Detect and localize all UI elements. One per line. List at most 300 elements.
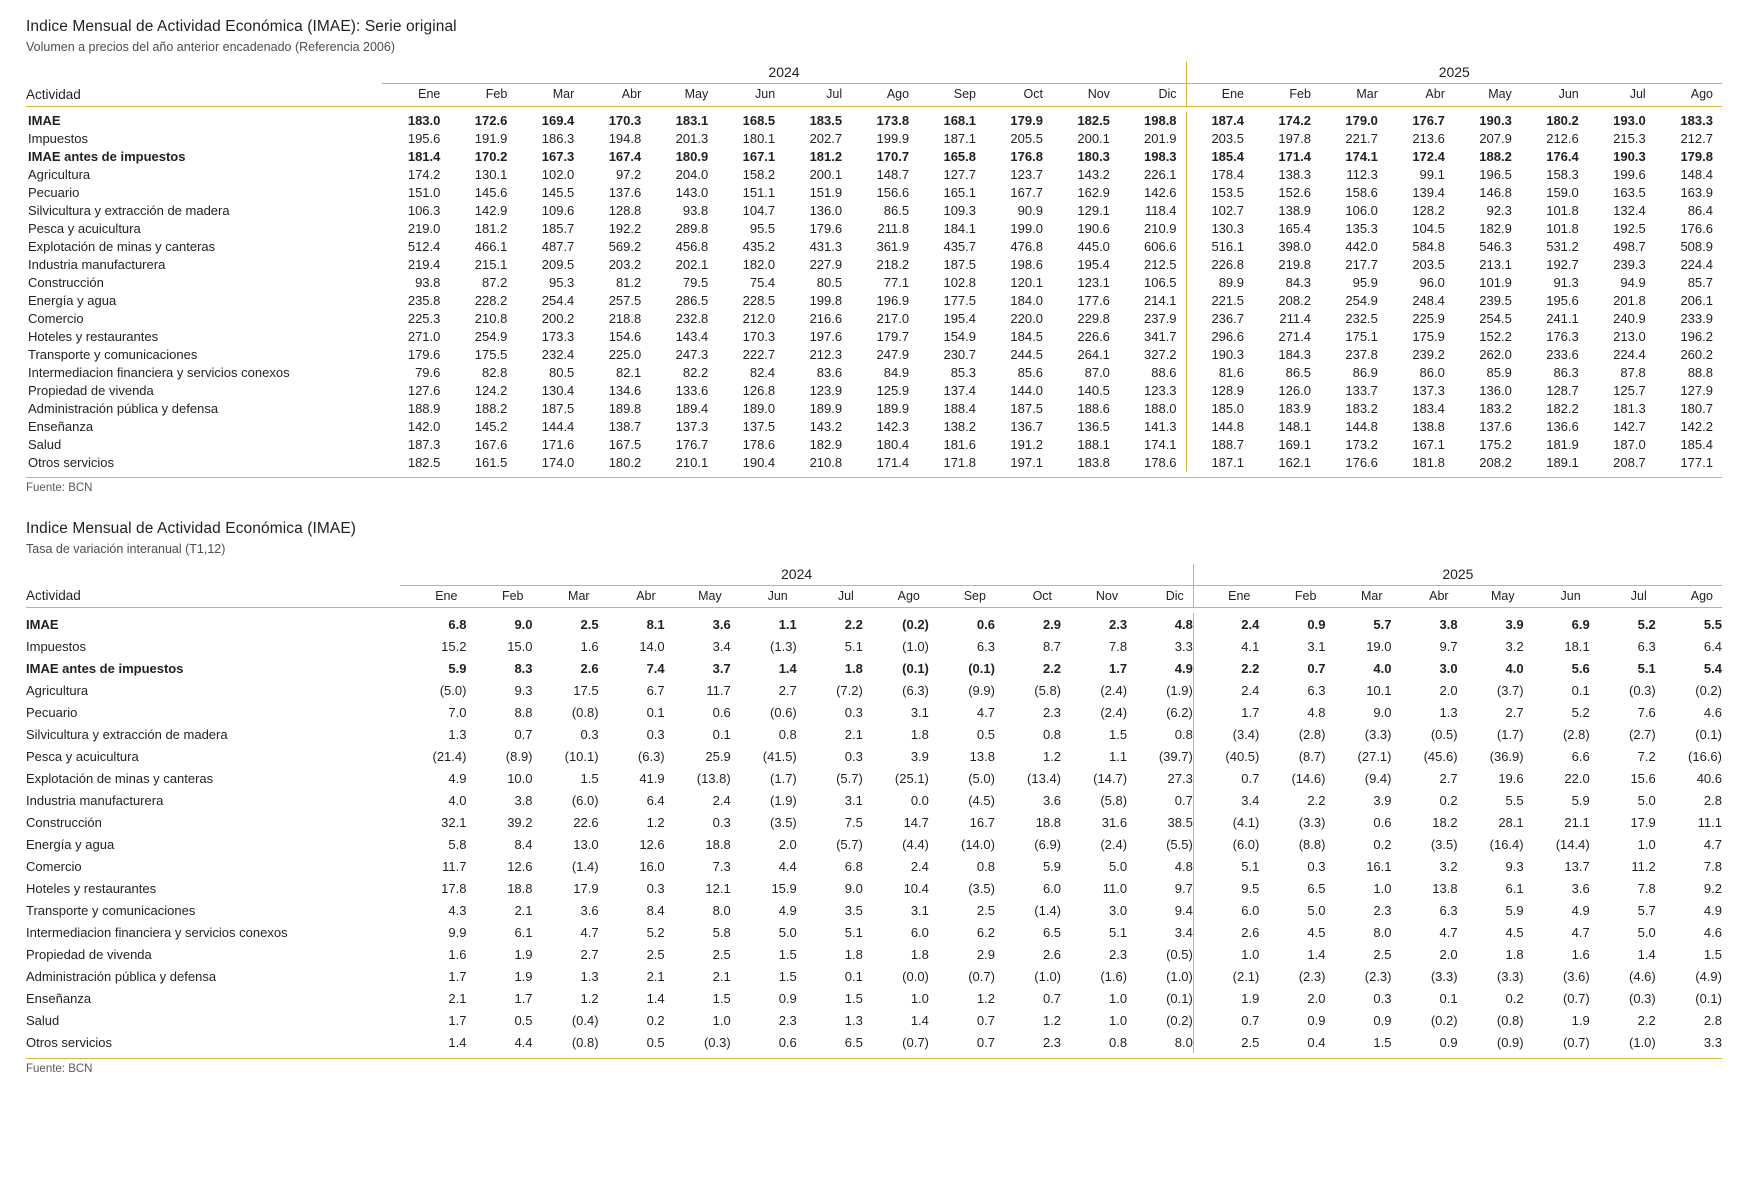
- cell-2025-ago: 185.4: [1680, 437, 1713, 452]
- cell-2024-may: 93.8: [682, 203, 709, 218]
- cell-2024-dic: 4.8: [1174, 616, 1193, 632]
- cell-2024-ene: 93.8: [415, 275, 441, 290]
- cell-2024-abr: 194.8: [608, 131, 642, 146]
- cell-2025-may: 146.8: [1479, 185, 1512, 200]
- cell-2024-may: 1.0: [712, 1012, 731, 1028]
- cell-2025-jun: (14.4): [1555, 836, 1590, 852]
- cell-2024-sep: 177.5: [943, 293, 977, 308]
- cell-2025-abr: 138.8: [1412, 419, 1445, 434]
- cell-2024-dic: (1.0): [1166, 968, 1193, 984]
- cell-2024-nov: 162.9: [1077, 185, 1110, 200]
- cell-2024-nov: (2.4): [1100, 704, 1128, 720]
- cell-2025-may: 6.1: [1505, 880, 1524, 896]
- cell-2024-oct: 167.7: [1010, 185, 1043, 200]
- cell-2024-ene: 271.0: [407, 329, 441, 344]
- cell-2024-feb: 1.9: [514, 946, 533, 962]
- cell-2024-ene: 219.4: [407, 257, 441, 272]
- cell-2024-dic: 178.6: [1144, 455, 1177, 470]
- cell-2024-dic: 141.3: [1144, 419, 1177, 434]
- t1-activity-header: Actividad: [26, 84, 382, 107]
- cell-2024-jun: 4.9: [778, 902, 797, 918]
- row-label: Administración pública y defensa: [28, 401, 219, 416]
- cell-2024-nov: 182.5: [1077, 113, 1110, 128]
- cell-2024-jun: (1.3): [770, 638, 797, 654]
- cell-2025-ago: 176.6: [1680, 221, 1713, 236]
- cell-2025-may: 3.2: [1505, 638, 1524, 654]
- cell-2024-jul: 0.1: [844, 968, 863, 984]
- cell-2025-may: 101.9: [1479, 275, 1512, 290]
- cell-2025-ago: 142.2: [1680, 419, 1713, 434]
- cell-2024-feb: 39.2: [507, 814, 533, 830]
- cell-2025-abr: 4.7: [1439, 924, 1458, 940]
- cell-2024-ene: 225.3: [407, 311, 441, 326]
- cell-2024-ene: 11.7: [442, 858, 467, 874]
- row-label: IMAE: [26, 616, 59, 632]
- cell-2025-jun: (0.7): [1562, 990, 1590, 1006]
- cell-2024-may: 0.1: [712, 726, 731, 742]
- cell-2025-jul: 7.6: [1637, 704, 1656, 720]
- cell-2024-feb: 9.0: [514, 616, 533, 632]
- cell-2024-abr: 138.7: [608, 419, 642, 434]
- cell-2025-mar: 16.1: [1366, 858, 1392, 874]
- cell-2024-nov: 3.0: [1109, 902, 1128, 918]
- cell-2025-jun: 101.8: [1546, 221, 1579, 236]
- cell-2024-jun: (3.5): [770, 814, 797, 830]
- table-row: [26, 943, 1722, 965]
- cell-2025-may: 9.3: [1505, 858, 1524, 874]
- t2-month-2024-feb: Feb: [466, 585, 532, 608]
- cell-2024-mar: (0.8): [571, 1034, 599, 1050]
- cell-2025-jul: 17.9: [1630, 814, 1656, 830]
- cell-2024-jun: 2.7: [778, 682, 797, 698]
- cell-2025-jul: 7.2: [1637, 748, 1656, 764]
- cell-2024-oct: 123.7: [1010, 167, 1043, 182]
- cell-2025-feb: 174.2: [1278, 113, 1311, 128]
- cell-2024-ago: 142.3: [876, 419, 910, 434]
- cell-2024-sep: 154.9: [943, 329, 977, 344]
- cell-2025-mar: 0.3: [1373, 990, 1392, 1006]
- cell-2024-dic: (6.2): [1166, 704, 1193, 720]
- cell-2025-may: 188.2: [1479, 149, 1512, 164]
- cell-2025-jun: 182.2: [1546, 401, 1579, 416]
- cell-2024-ago: (0.2): [902, 616, 929, 632]
- cell-2024-ago: 3.1: [910, 704, 929, 720]
- cell-2024-feb: 466.1: [474, 239, 508, 254]
- cell-2024-may: 2.5: [712, 946, 731, 962]
- cell-2025-feb: 1.4: [1307, 946, 1326, 962]
- t2-month-2024-sep: Sep: [929, 585, 995, 608]
- cell-2025-feb: 4.5: [1307, 924, 1326, 940]
- t2-month-2024-oct: Oct: [995, 585, 1061, 608]
- cell-2025-jun: 176.4: [1546, 149, 1579, 164]
- cell-2024-mar: 95.3: [548, 275, 575, 290]
- cell-2024-sep: 165.1: [943, 185, 977, 200]
- cell-2024-mar: 0.3: [580, 726, 599, 742]
- cell-2024-oct: 220.0: [1010, 311, 1043, 326]
- cell-2024-nov: 129.1: [1077, 203, 1110, 218]
- cell-2025-mar: (9.4): [1364, 770, 1392, 786]
- table1-subtitle: Volumen a precios del año anterior encadenado (Referencia 2006): [26, 40, 395, 54]
- cell-2025-ene: (6.0): [1193, 833, 1259, 855]
- cell-2025-ene: 9.5: [1193, 877, 1259, 899]
- cell-2024-mar: 171.6: [541, 437, 575, 452]
- cell-2025-feb: 0.7: [1307, 660, 1326, 676]
- cell-2024-may: 247.3: [675, 347, 709, 362]
- cell-2024-ago: 125.9: [876, 383, 910, 398]
- cell-2024-dic: 341.7: [1144, 329, 1177, 344]
- cell-2024-mar: (6.0): [571, 792, 599, 808]
- cell-2024-jun: 95.5: [749, 221, 776, 236]
- cell-2024-abr: 128.8: [608, 203, 642, 218]
- cell-2024-ene: 4.9: [448, 770, 467, 786]
- cell-2025-ago: 224.4: [1680, 257, 1713, 272]
- cell-2024-sep: (3.5): [968, 880, 995, 896]
- cell-2024-mar: 102.0: [541, 167, 575, 182]
- cell-2024-sep: 0.7: [976, 1034, 995, 1050]
- cell-2024-may: 79.5: [682, 275, 709, 290]
- cell-2024-jul: 5.1: [844, 638, 863, 654]
- cell-2025-may: 3.9: [1505, 616, 1524, 632]
- cell-2025-jun: 21.1: [1564, 814, 1590, 830]
- cell-2025-abr: 9.7: [1439, 638, 1458, 654]
- table-row: [26, 202, 1722, 220]
- cell-2024-feb: 124.2: [474, 383, 508, 398]
- cell-2024-abr: 82.1: [615, 365, 642, 380]
- cell-2024-oct: 2.3: [1042, 704, 1062, 720]
- cell-2025-abr: 2.7: [1439, 770, 1458, 786]
- cell-2024-ago: 170.7: [876, 149, 910, 164]
- cell-2024-sep: 1.2: [976, 990, 995, 1006]
- t2-month-2025-feb: Feb: [1259, 585, 1325, 608]
- cell-2024-jun: 5.0: [778, 924, 797, 940]
- cell-2025-jul: (1.0): [1629, 1034, 1656, 1050]
- cell-2025-ene: 3.4: [1193, 789, 1259, 811]
- cell-2024-jul: 1.3: [844, 1012, 863, 1028]
- row-label: Explotación de minas y canteras: [28, 239, 216, 254]
- cell-2025-mar: 112.3: [1346, 167, 1378, 182]
- cell-2024-sep: (0.1): [968, 660, 995, 676]
- cell-2025-abr: 137.3: [1412, 383, 1445, 398]
- cell-2025-jul: 5.7: [1637, 902, 1656, 918]
- cell-2025-feb: 126.0: [1278, 383, 1311, 398]
- cell-2024-ago: 173.8: [876, 113, 910, 128]
- cell-2024-abr: 2.1: [646, 968, 665, 984]
- cell-2025-ago: 5.5: [1703, 616, 1722, 632]
- cell-2024-may: 133.6: [675, 383, 709, 398]
- cell-2025-jul: 193.0: [1613, 113, 1646, 128]
- t1-month-2025-abr: Abr: [1387, 84, 1454, 107]
- cell-2024-mar: 1.5: [580, 770, 599, 786]
- table-row: [26, 220, 1722, 238]
- table-row: [26, 418, 1722, 436]
- cell-2025-abr: 0.2: [1439, 792, 1458, 808]
- cell-2025-jun: 13.7: [1564, 858, 1590, 874]
- cell-2024-oct: 244.5: [1010, 347, 1043, 362]
- cell-2024-ago: 1.8: [910, 946, 929, 962]
- cell-2024-sep: 195.4: [943, 311, 977, 326]
- cell-2025-jul: 7.8: [1637, 880, 1656, 896]
- cell-2025-may: 5.5: [1505, 792, 1524, 808]
- cell-2024-nov: 87.0: [1084, 365, 1110, 380]
- cell-2024-ene: 2.1: [448, 990, 467, 1006]
- cell-2024-feb: 145.2: [474, 419, 508, 434]
- cell-2025-may: 28.1: [1498, 814, 1524, 830]
- cell-2024-mar: 2.5: [580, 616, 599, 632]
- cell-2024-sep: (4.5): [968, 792, 995, 808]
- cell-2024-may: (0.3): [703, 1034, 731, 1050]
- cell-2025-ago: 88.8: [1687, 365, 1713, 380]
- cell-2024-oct: 197.1: [1010, 455, 1043, 470]
- cell-2024-jul: 5.1: [844, 924, 863, 940]
- cell-2024-may: 202.1: [675, 257, 709, 272]
- row-label: Pecuario: [28, 185, 80, 200]
- cell-2025-jun: 181.9: [1546, 437, 1579, 452]
- cell-2024-jun: (1.7): [770, 770, 797, 786]
- table-row: [26, 657, 1722, 679]
- cell-2024-nov: 195.4: [1077, 257, 1110, 272]
- cell-2024-ene: 235.8: [407, 293, 441, 308]
- cell-2024-oct: (5.8): [1034, 682, 1062, 698]
- cell-2025-jun: 1.6: [1571, 946, 1590, 962]
- cell-2025-ene: 296.6: [1186, 328, 1253, 346]
- cell-2024-ene: (21.4): [432, 748, 467, 764]
- cell-2025-feb: 0.4: [1307, 1034, 1326, 1050]
- cell-2024-mar: 169.4: [541, 113, 575, 128]
- cell-2025-ene: 2.2: [1193, 657, 1259, 679]
- cell-2025-ene: 1.7: [1193, 701, 1259, 723]
- cell-2024-oct: 90.9: [1017, 203, 1043, 218]
- cell-2024-ene: 4.0: [448, 792, 467, 808]
- cell-2024-jun: 1.4: [778, 660, 797, 676]
- cell-2025-may: 92.3: [1486, 203, 1512, 218]
- cell-2024-jul: 202.7: [809, 131, 843, 146]
- cell-2025-may: 4.5: [1505, 924, 1524, 940]
- cell-2024-mar: 3.6: [580, 902, 599, 918]
- cell-2025-feb: 138.9: [1278, 203, 1311, 218]
- row-label: Transporte y comunicaciones: [26, 902, 196, 918]
- row-label: Otros servicios: [28, 455, 114, 470]
- cell-2024-nov: 2.3: [1109, 616, 1128, 632]
- row-label: Salud: [28, 437, 62, 452]
- cell-2025-ago: (0.1): [1695, 990, 1722, 1006]
- cell-2025-ene: 236.7: [1186, 310, 1253, 328]
- cell-2024-may: 5.8: [712, 924, 731, 940]
- cell-2025-mar: 4.0: [1373, 660, 1392, 676]
- cell-2025-ago: (4.9): [1695, 968, 1722, 984]
- cell-2024-nov: 183.8: [1077, 455, 1110, 470]
- cell-2025-ago: (0.1): [1695, 726, 1722, 742]
- row-label: Industria manufacturera: [26, 792, 164, 808]
- cell-2024-ene: 5.9: [448, 660, 467, 676]
- cell-2025-abr: 139.4: [1412, 185, 1445, 200]
- t2-activity-header: Actividad: [26, 585, 400, 608]
- cell-2024-mar: (10.1): [564, 748, 599, 764]
- cell-2025-mar: 3.9: [1373, 792, 1392, 808]
- cell-2025-jun: (0.7): [1562, 1034, 1590, 1050]
- cell-2024-ene: 127.6: [407, 383, 441, 398]
- cell-2024-jun: 222.7: [742, 347, 776, 362]
- cell-2024-oct: 85.6: [1017, 365, 1043, 380]
- cell-2024-dic: 327.2: [1144, 347, 1177, 362]
- cell-2024-sep: (9.9): [968, 682, 995, 698]
- cell-2025-abr: (0.2): [1430, 1012, 1458, 1028]
- cell-2024-mar: 1.2: [580, 990, 599, 1006]
- cell-2024-jun: 228.5: [742, 293, 776, 308]
- cell-2025-jul: 94.9: [1620, 275, 1646, 290]
- cell-2024-ene: 174.2: [407, 167, 441, 182]
- cell-2025-abr: 584.8: [1412, 239, 1445, 254]
- cell-2024-abr: 5.2: [646, 924, 665, 940]
- cell-2024-ene: 17.8: [441, 880, 467, 896]
- cell-2024-feb: 142.9: [474, 203, 508, 218]
- row-label: Energía y agua: [28, 293, 117, 308]
- cell-2025-ene: 2.6: [1193, 921, 1259, 943]
- cell-2024-ago: 1.4: [910, 1012, 929, 1028]
- cell-2025-ene: 6.0: [1193, 899, 1259, 921]
- cell-2025-may: (3.7): [1496, 682, 1524, 698]
- row-label: Hoteles y restaurantes: [26, 880, 157, 896]
- cell-2024-ago: (0.7): [902, 1034, 929, 1050]
- table-row: [26, 130, 1722, 148]
- cell-2025-abr: 2.0: [1439, 682, 1458, 698]
- cell-2024-nov: 5.1: [1109, 924, 1128, 940]
- cell-2024-dic: 9.7: [1174, 880, 1193, 896]
- cell-2024-ene: 1.6: [448, 946, 467, 962]
- cell-2025-mar: 2.3: [1373, 902, 1392, 918]
- cell-2024-mar: 22.6: [573, 814, 599, 830]
- table-row: [26, 238, 1722, 256]
- row-label: Transporte y comunicaciones: [28, 347, 198, 362]
- cell-2024-sep: 230.7: [943, 347, 977, 362]
- t1-month-2024-sep: Sep: [918, 84, 985, 107]
- table-row: [26, 899, 1722, 921]
- t1-month-2024-jun: Jun: [717, 84, 784, 107]
- cell-2025-feb: 6.5: [1307, 880, 1326, 896]
- cell-2025-mar: 158.6: [1345, 185, 1378, 200]
- cell-2025-mar: 0.2: [1373, 836, 1392, 852]
- t2-month-2024-jul: Jul: [797, 585, 863, 608]
- cell-2024-may: 2.1: [712, 968, 731, 984]
- cell-2024-oct: 0.7: [1042, 990, 1062, 1006]
- cell-2024-mar: 1.3: [580, 968, 599, 984]
- cell-2025-ago: 5.4: [1703, 660, 1722, 676]
- imae-variation-block: [26, 520, 1722, 1076]
- table-row: [26, 346, 1722, 364]
- cell-2025-jul: 181.3: [1613, 401, 1646, 416]
- cell-2024-ene: 7.0: [448, 704, 467, 720]
- cell-2025-abr: 176.7: [1412, 113, 1445, 128]
- cell-2025-feb: 2.0: [1307, 990, 1326, 1006]
- cell-2024-jul: 1.8: [844, 946, 863, 962]
- cell-2024-feb: 167.6: [474, 437, 508, 452]
- cell-2024-jun: 15.9: [771, 880, 797, 896]
- cell-2024-ago: (1.0): [902, 638, 929, 654]
- cell-2024-abr: 16.0: [639, 858, 665, 874]
- cell-2025-feb: 197.8: [1278, 131, 1311, 146]
- t1-month-2024-ago: Ago: [851, 84, 918, 107]
- cell-2024-sep: 181.6: [943, 437, 977, 452]
- cell-2025-ago: 163.9: [1680, 185, 1713, 200]
- cell-2024-ene: 195.6: [407, 131, 441, 146]
- cell-2025-jun: 0.1: [1571, 682, 1590, 698]
- row-label: Salud: [26, 1012, 60, 1028]
- cell-2024-sep: 2.9: [976, 946, 995, 962]
- cell-2025-ago: 7.8: [1703, 858, 1722, 874]
- t1-month-2024-nov: Nov: [1052, 84, 1119, 107]
- cell-2024-feb: 0.7: [514, 726, 533, 742]
- cell-2024-mar: 209.5: [541, 257, 575, 272]
- cell-2025-abr: 99.1: [1419, 167, 1445, 182]
- cell-2024-abr: 41.9: [639, 770, 665, 786]
- cell-2025-ene: 203.5: [1186, 130, 1253, 148]
- cell-2024-dic: 0.8: [1174, 726, 1193, 742]
- cell-2024-may: 456.8: [675, 239, 709, 254]
- cell-2024-abr: 81.2: [615, 275, 642, 290]
- cell-2025-jul: (2.7): [1629, 726, 1656, 742]
- row-label: Silvicultura y extracción de madera: [26, 726, 228, 742]
- t1-month-2024-may: May: [650, 84, 717, 107]
- cell-2024-abr: 203.2: [608, 257, 642, 272]
- cell-2025-jun: 18.1: [1564, 638, 1590, 654]
- cell-2024-jun: 178.6: [742, 437, 776, 452]
- cell-2024-may: 289.8: [675, 221, 709, 236]
- cell-2024-dic: 3.4: [1174, 924, 1193, 940]
- cell-2024-jun: 0.6: [778, 1034, 797, 1050]
- t1-year-2025: 2025: [1186, 62, 1722, 84]
- cell-2025-jun: 101.8: [1546, 203, 1579, 218]
- cell-2025-mar: 86.9: [1352, 365, 1378, 380]
- row-label: Construcción: [28, 275, 104, 290]
- cell-2025-mar: 0.6: [1373, 814, 1392, 830]
- cell-2025-may: 19.6: [1498, 770, 1524, 786]
- cell-2024-mar: 186.3: [541, 131, 575, 146]
- row-label: Impuestos: [28, 131, 88, 146]
- cell-2025-mar: 175.1: [1345, 329, 1378, 344]
- cell-2025-abr: 248.4: [1412, 293, 1445, 308]
- cell-2024-jul: 9.0: [844, 880, 863, 896]
- cell-2025-may: (0.9): [1496, 1034, 1524, 1050]
- cell-2025-may: 1.8: [1505, 946, 1524, 962]
- cell-2024-mar: (0.4): [571, 1012, 599, 1028]
- row-label: Silvicultura y extracción de madera: [28, 203, 230, 218]
- cell-2025-feb: 84.3: [1285, 275, 1311, 290]
- cell-2024-nov: 264.1: [1077, 347, 1110, 362]
- cell-2025-jun: 6.9: [1571, 616, 1590, 632]
- cell-2024-jun: 182.0: [742, 257, 776, 272]
- cell-2024-oct: (1.4): [1034, 902, 1062, 918]
- cell-2024-mar: 173.3: [541, 329, 575, 344]
- cell-2024-may: 137.3: [675, 419, 709, 434]
- cell-2025-feb: 184.3: [1278, 347, 1311, 362]
- cell-2024-abr: 0.5: [646, 1034, 665, 1050]
- cell-2024-jun: 167.1: [742, 149, 776, 164]
- cell-2024-jul: 210.8: [809, 455, 843, 470]
- cell-2025-mar: 176.6: [1345, 455, 1378, 470]
- cell-2025-mar: 5.7: [1373, 616, 1392, 632]
- cell-2024-dic: 142.6: [1144, 185, 1177, 200]
- cell-2024-may: 2.4: [712, 792, 731, 808]
- cell-2024-dic: 237.9: [1144, 311, 1177, 326]
- cell-2024-ene: 79.6: [415, 365, 441, 380]
- cell-2024-jul: (7.2): [836, 682, 863, 698]
- cell-2024-jun: 190.4: [742, 455, 776, 470]
- cell-2024-dic: 4.8: [1174, 858, 1193, 874]
- cell-2024-feb: 82.8: [482, 365, 508, 380]
- cell-2025-abr: 175.9: [1412, 329, 1445, 344]
- cell-2024-oct: 176.8: [1010, 149, 1043, 164]
- cell-2025-abr: 203.5: [1412, 257, 1445, 272]
- cell-2025-ene: (4.1): [1193, 811, 1259, 833]
